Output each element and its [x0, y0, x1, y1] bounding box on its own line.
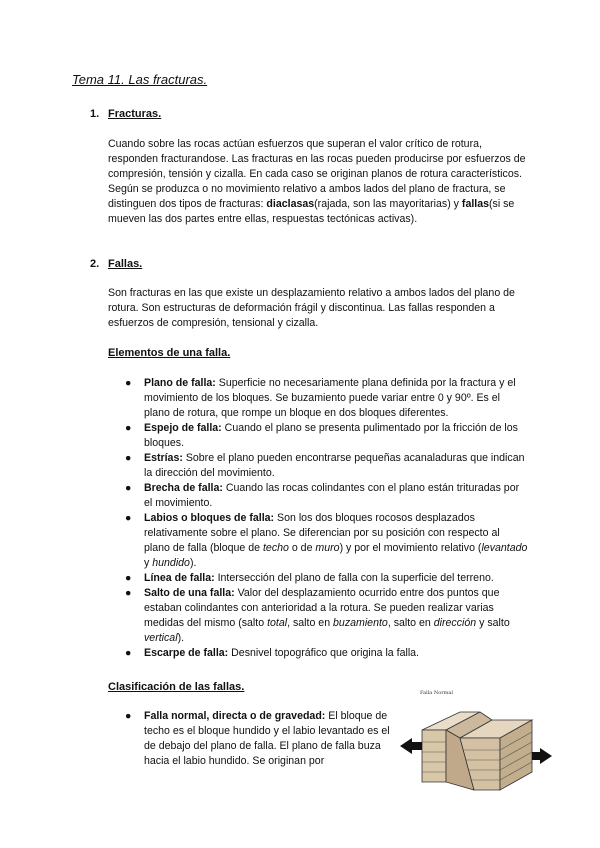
list-item	[108, 421, 528, 451]
paragraph-text: (rajada, son las mayoritarias) y	[314, 198, 462, 210]
item-text: Valor del desplazamiento ocurrido entre dos puntos que estaban colindantes con anterioridad a la rotura. Se pueden realizar varias medidas del mismo (salto	[144, 587, 500, 629]
item-term: Estrías:	[144, 452, 183, 464]
list-item	[108, 571, 528, 586]
item-text: , salto en	[287, 617, 334, 629]
list-item	[108, 511, 528, 571]
item-italic: techo	[262, 542, 289, 554]
section-heading-fracturas	[90, 108, 161, 120]
list-item	[108, 376, 528, 421]
item-italic: buzamiento	[333, 617, 388, 629]
page-title: Tema 11. Las fracturas.	[72, 72, 208, 87]
item-term: Labios o bloques de falla:	[144, 512, 275, 524]
elementos-heading: Elementos de una falla.	[108, 347, 231, 359]
bullet-icon: ●	[125, 710, 132, 722]
section-number: 2.	[90, 258, 100, 270]
bullet-icon: ●	[125, 512, 132, 524]
section-heading-fallas	[90, 258, 142, 270]
elementos-list	[108, 376, 528, 661]
item-italic: total	[267, 617, 288, 629]
figure-label: Falla Normal	[420, 690, 453, 696]
item-term: Espejo de falla:	[144, 422, 222, 434]
bullet-icon: ●	[125, 482, 132, 494]
item-text: , salto en	[387, 617, 434, 629]
item-italic: dirección	[433, 617, 477, 629]
item-text: Superficie no necesariamente plana definida por la fractura y el movimiento de los bloques. Se buzamiento puede variar entre 0 y 90º. Es el plano de rotura, que rompe un bloque en dos bloques diferentes.	[144, 377, 516, 419]
item-text: Desnivel topográfico que origina la falla.	[228, 647, 420, 659]
item-text: Intersección del plano de falla con la superficie del terreno.	[214, 572, 494, 584]
item-italic: vertical	[144, 632, 178, 644]
fallas-paragraph: Son fracturas en las que existe un desplazamiento relativo a ambos lados del plano de rotura. Son estructuras de deformación frágil y discontinua. Las fallas responden a esfuerzos de compresión, tensional y cizalla.	[108, 287, 515, 329]
normal-fault-diagram	[400, 690, 552, 795]
term-diaclasas: diaclasas	[266, 198, 315, 210]
section-title: Fallas.	[108, 258, 143, 270]
item-text: ) y por el movimiento relativo (	[339, 542, 482, 554]
bullet-icon: ●	[125, 422, 132, 434]
paragraph-text: Cuando sobre las rocas actúan esfuerzos que superan el valor crítico de rotura, responden fracturandose. Las fracturas en las rocas pueden producirse por esfuerzos de compresión, tensión y cizalla. En cada caso se originan planos de rotura característicos. Según se produzca o no movimiento relativo a ambos lados del plano de fractura, se distinguen dos tipos de fracturas:	[108, 138, 526, 210]
item-italic: muro	[315, 542, 340, 554]
item-italic: hundido	[152, 557, 190, 569]
item-text: Cuando el plano se presenta pulimentado por la fricción de los bloques.	[144, 422, 518, 449]
item-italic: levantado	[481, 542, 528, 554]
section-title: Fracturas.	[108, 108, 162, 120]
item-text: y salto	[476, 617, 510, 629]
bullet-icon: ●	[125, 587, 132, 599]
item-term: Falla normal, directa o de gravedad:	[144, 710, 326, 722]
bullet-icon: ●	[125, 377, 132, 389]
list-item	[108, 709, 398, 769]
section-number: 1.	[90, 108, 100, 120]
arrow-right-icon	[532, 748, 552, 764]
item-text: El bloque de techo es el bloque hundido y el labio levantado es el de debajo del plano de falla. El plano de falla buza hacia el labio hundido. Se originan por	[144, 710, 390, 767]
item-term: Línea de falla:	[144, 572, 215, 584]
arrow-left-icon	[400, 738, 422, 754]
list-item	[108, 586, 528, 646]
item-text: Son los dos bloques rocosos desplazados relativamente sobre el plano. Se diferencian por su posición con respecto al plano de falla (bloque de	[144, 512, 500, 554]
bullet-icon: ●	[125, 452, 132, 464]
fault-block-illustration	[400, 690, 552, 795]
fracturas-paragraph	[108, 137, 528, 227]
item-text: y	[144, 557, 153, 569]
item-term: Plano de falla:	[144, 377, 216, 389]
item-text: o de	[288, 542, 316, 554]
list-item	[108, 646, 528, 661]
item-term: Salto de una falla:	[144, 587, 235, 599]
item-text: ).	[177, 632, 185, 644]
item-term: Escarpe de falla:	[144, 647, 229, 659]
list-item	[108, 481, 528, 511]
item-text: Cuando las rocas colindantes con el plano están trituradas por el movimiento.	[144, 482, 520, 509]
bullet-icon: ●	[125, 572, 132, 584]
clasificacion-heading: Clasificación de las fallas.	[108, 681, 245, 693]
paragraph-text: (si se mueven las dos partes entre ellas, respuestas tectónicas activas).	[108, 198, 515, 225]
item-term: Brecha de falla:	[144, 482, 223, 494]
term-fallas: fallas	[461, 198, 490, 210]
item-text: ).	[189, 557, 197, 569]
bullet-icon: ●	[125, 647, 132, 659]
item-text: Sobre el plano pueden encontrarse pequeñas acanaladuras que indican la dirección del movimiento.	[144, 452, 525, 479]
list-item	[108, 451, 528, 481]
